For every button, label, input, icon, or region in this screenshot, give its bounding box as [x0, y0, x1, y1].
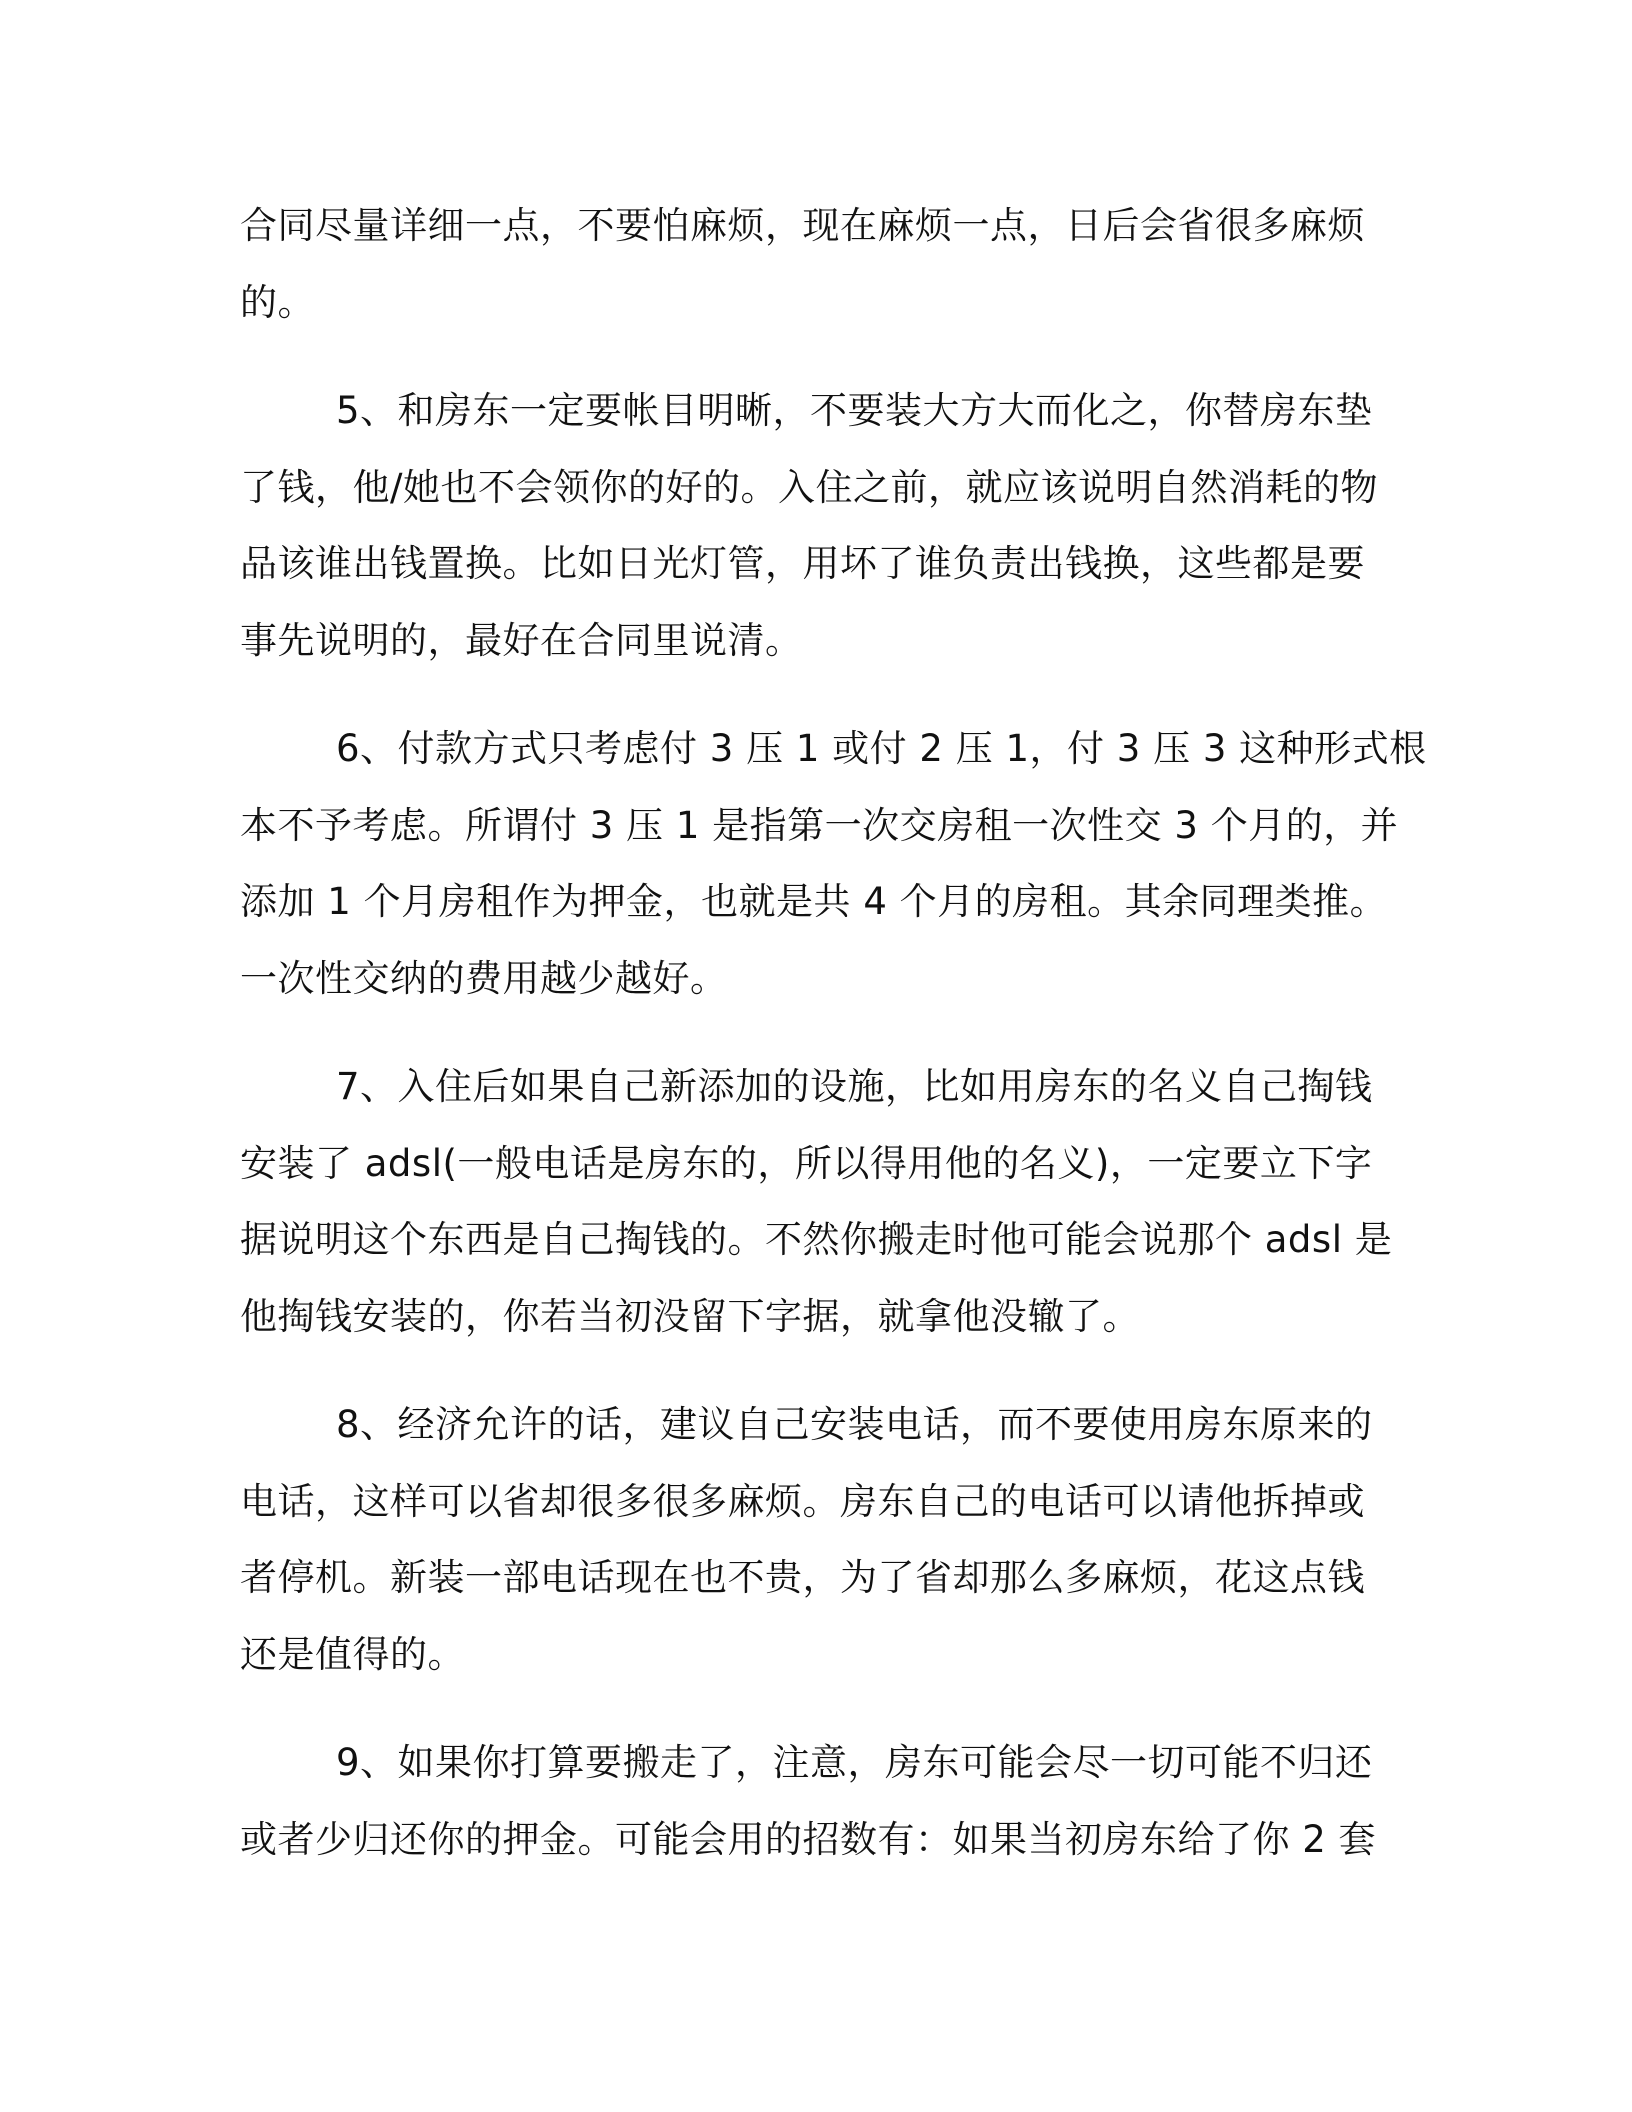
text-line: 添加 1 个月房租作为押金，也就是共 4 个月的房租。其余同理类推。	[240, 880, 1388, 923]
text-line: 或者少归还你的押金。可能会用的招数有：如果当初房东给了你 2 套	[240, 1817, 1377, 1861]
paragraph-item-9	[240, 1725, 1380, 1878]
text-line: 还是值得的。	[240, 1632, 465, 1676]
paragraph-continuation	[240, 188, 1380, 341]
text-line: 本不予考虑。所谓付 3 压 1 是指第一次交房租一次性交 3 个月的，并	[240, 803, 1399, 847]
text-line: 8、经济允许的话，建议自己安装电话，而不要使用房东原来的	[336, 1403, 1373, 1446]
text-line: 5、和房东一定要帐目明晰，不要装大方大而化之，你替房东垫	[336, 389, 1373, 432]
text-line: 者停机。新装一部电话现在也不贵，为了省却那么多麻烦，花这点钱	[240, 1556, 1365, 1599]
text-line: 事先说明的，最好在合同里说清。	[240, 618, 803, 662]
text-line: 品该谁出钱置换。比如日光灯管，用坏了谁负责出钱换，这些都是要	[240, 542, 1365, 585]
text-line: 据说明这个东西是自己掏钱的。不然你搬走时他可能会说那个 adsl 是	[240, 1218, 1393, 1261]
text-line: 一次性交纳的费用越少越好。	[240, 956, 728, 1000]
document-body	[240, 188, 1427, 1910]
paragraph-item-5	[240, 373, 1380, 679]
text-line: 合同尽量详细一点，不要怕麻烦，现在麻烦一点，日后会省很多麻烦	[240, 204, 1365, 247]
paragraph-item-6	[240, 711, 1427, 1017]
text-line: 了钱，他/她也不会领你的好的。入住之前，就应该说明自然消耗的物	[240, 465, 1378, 509]
paragraph-item-7	[240, 1049, 1393, 1355]
text-line: 6、付款方式只考虑付 3 压 1 或付 2 压 1，付 3 压 3 这种形式根	[336, 727, 1427, 770]
text-line: 安装了 adsl(一般电话是房东的，所以得用他的名义)，一定要立下字	[240, 1141, 1373, 1185]
text-line: 电话，这样可以省却很多很多麻烦。房东自己的电话可以请他拆掉或	[240, 1479, 1365, 1523]
paragraph-item-8	[240, 1387, 1380, 1693]
text-line: 的。	[240, 280, 315, 324]
text-line: 7、入住后如果自己新添加的设施，比如用房东的名义自己掏钱	[336, 1065, 1373, 1108]
text-line: 他掏钱安装的，你若当初没留下字据，就拿他没辙了。	[240, 1294, 1140, 1338]
text-line: 9、如果你打算要搬走了，注意，房东可能会尽一切可能不归还	[336, 1741, 1373, 1784]
